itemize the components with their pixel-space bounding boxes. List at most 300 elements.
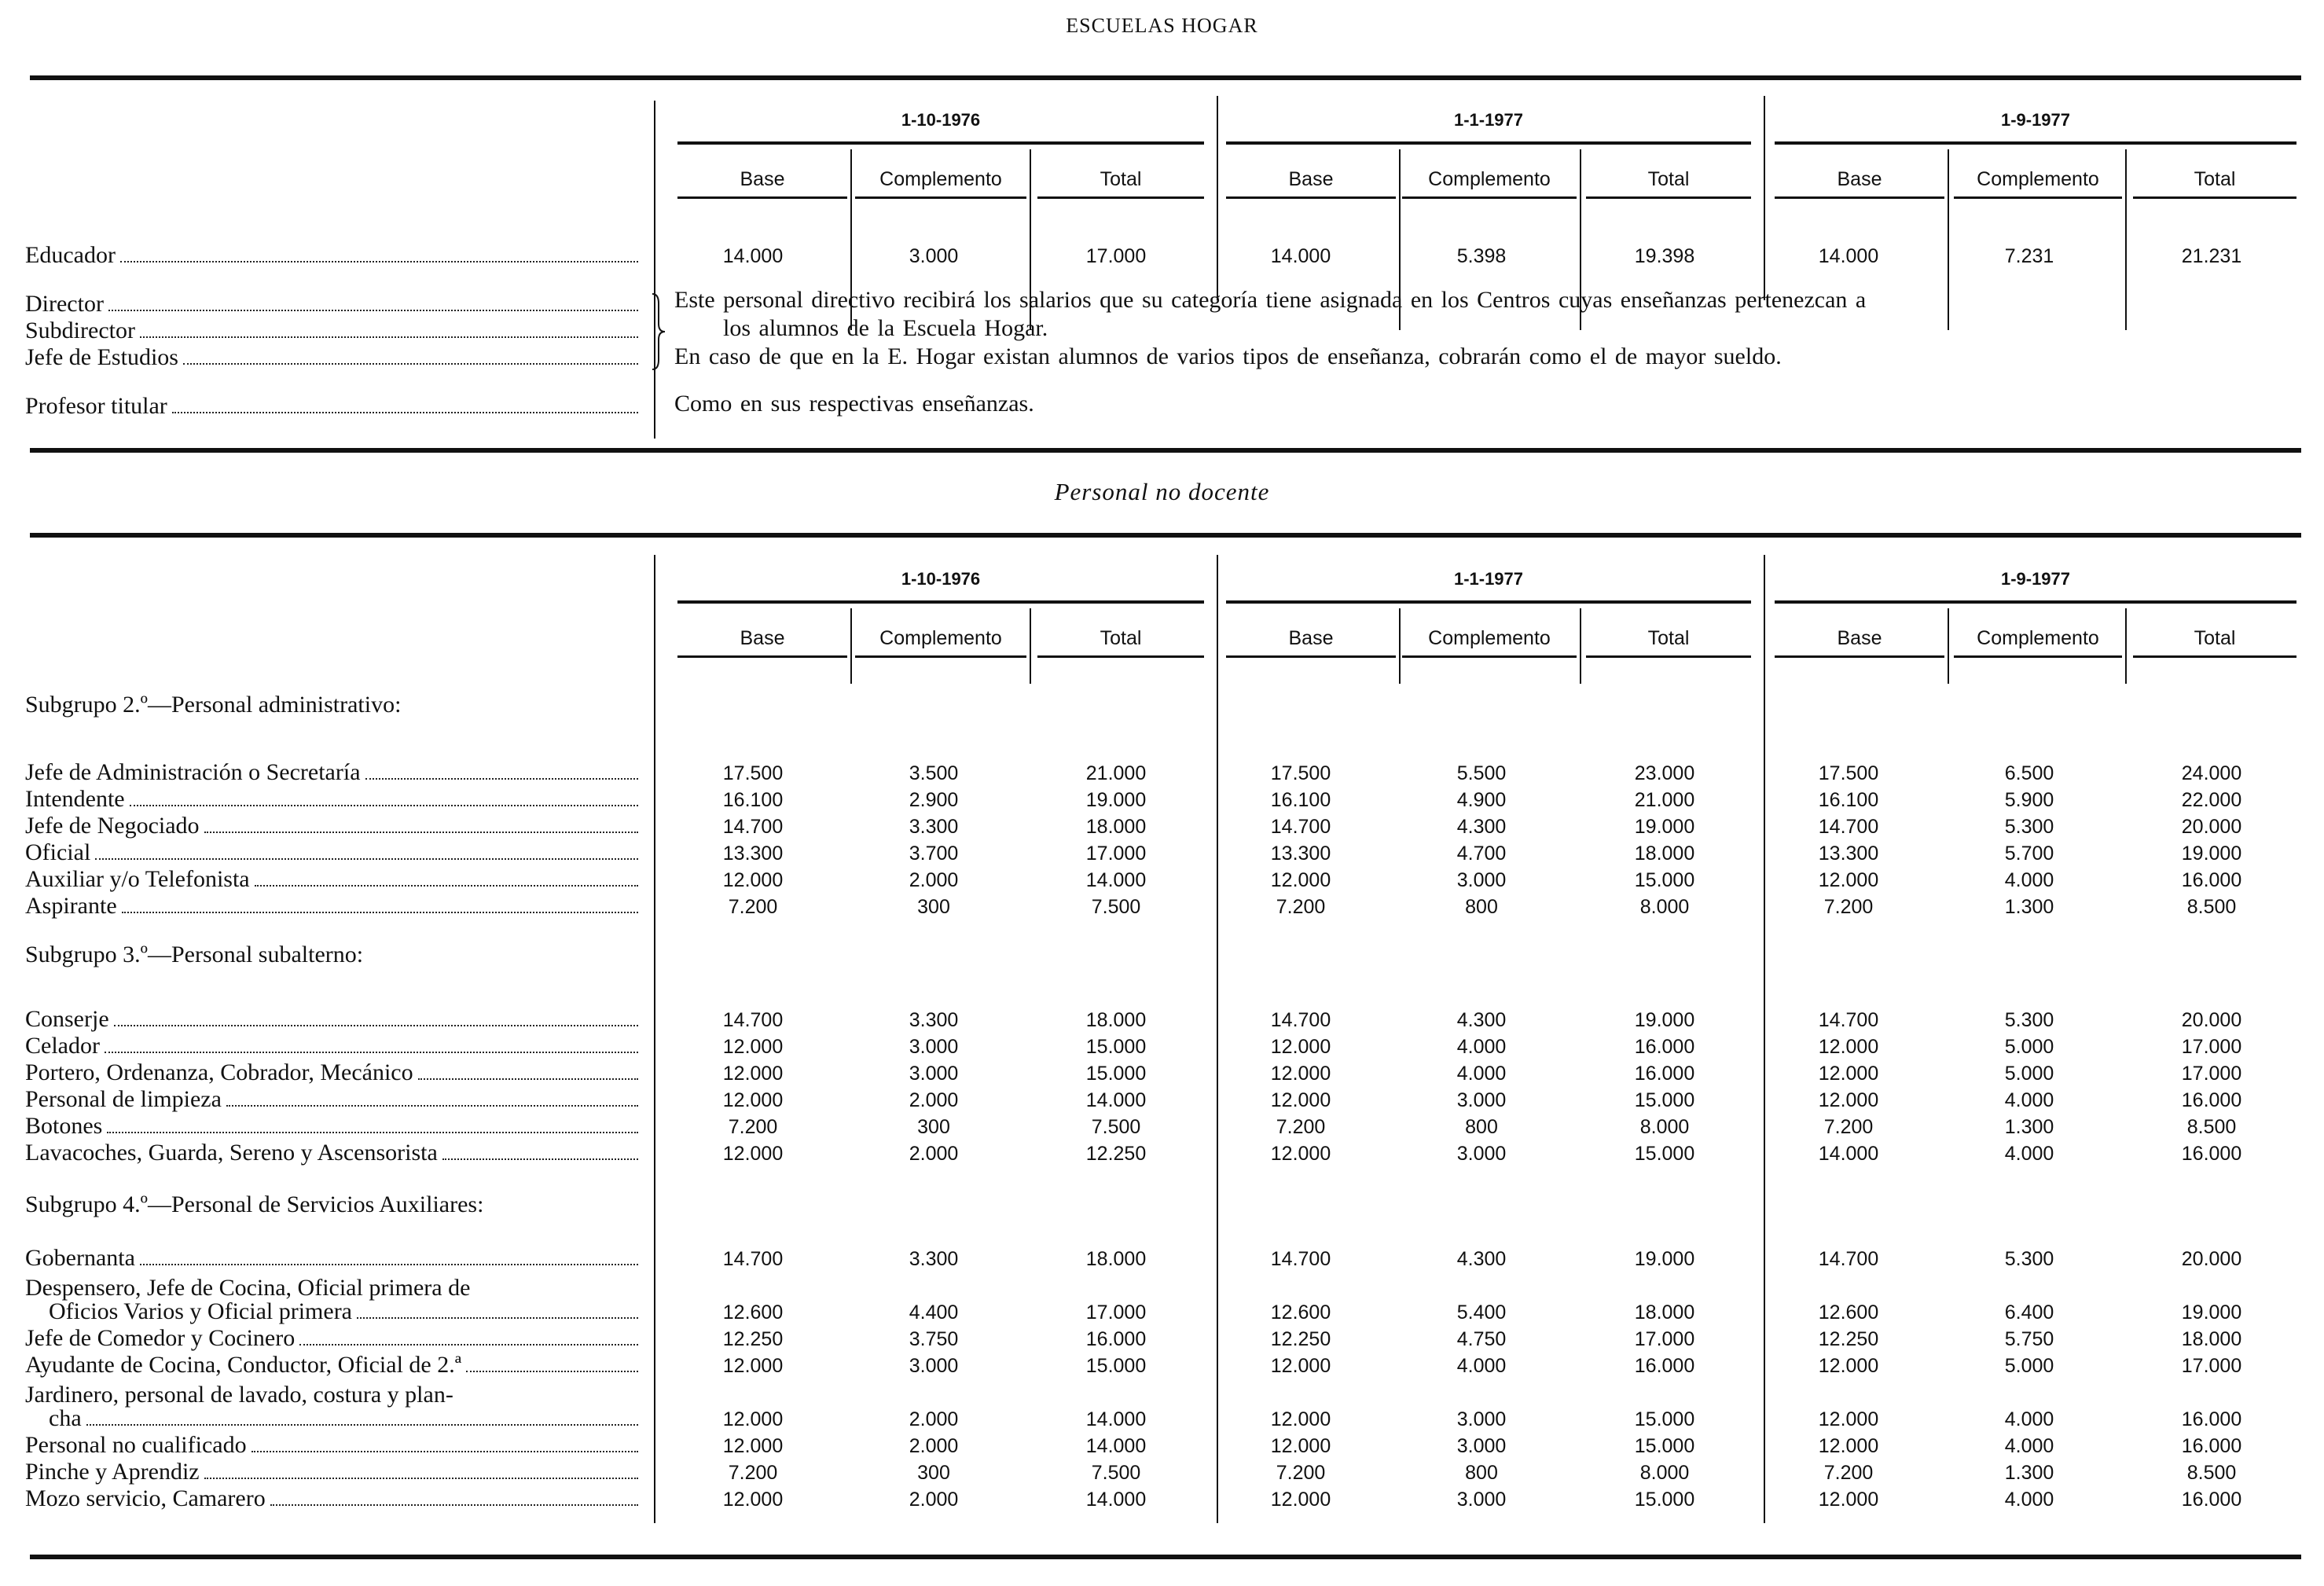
column-rule — [1586, 196, 1751, 199]
column-rule — [855, 655, 1026, 658]
cell-value: 800 — [1465, 896, 1498, 918]
cell-value: 23.000 — [1634, 762, 1695, 784]
column-header: Base — [1288, 168, 1334, 190]
cell-value: 2.000 — [909, 1489, 959, 1511]
cell-value: 17.000 — [1085, 843, 1147, 865]
column-separator — [1580, 608, 1581, 684]
cell-value: 19.000 — [2181, 1301, 2242, 1324]
leader-dots — [120, 261, 638, 262]
row-label: Jefe de Comedor y Cocinero — [25, 1325, 296, 1351]
cell-value: 16.000 — [2181, 1143, 2242, 1165]
row-label: Jefe de Negociado — [25, 813, 200, 839]
cell-value: 5.750 — [2004, 1328, 2054, 1350]
profesor-note: Como en sus respectivas enseñanzas. — [674, 391, 1034, 417]
cell-value: 22.000 — [2181, 789, 2242, 811]
cell-value: 12.250 — [1270, 1328, 1331, 1350]
row-label: Aspirante — [25, 893, 117, 919]
section2-divider — [654, 555, 655, 1523]
cell-value: 6.500 — [2004, 762, 2054, 784]
cell-value: 3.000 — [909, 1063, 959, 1085]
cell-value: 7.500 — [1091, 896, 1141, 918]
cell-value: 17.500 — [722, 762, 784, 784]
column-header: Base — [1837, 168, 1882, 190]
cell-value: 12.000 — [1270, 1435, 1331, 1457]
cell-value: 18.000 — [1634, 1301, 1695, 1324]
cell-value: 12.000 — [722, 1355, 784, 1377]
period-rule — [1226, 141, 1751, 145]
column-rule — [1226, 196, 1396, 199]
cell-value: 12.000 — [722, 1036, 784, 1058]
cell-value: 14.700 — [1270, 1009, 1331, 1031]
cell-value: 3.750 — [909, 1328, 959, 1350]
cell-value: 16.000 — [1634, 1355, 1695, 1377]
cell-value: 19.000 — [1634, 816, 1695, 838]
cell-value: 4.300 — [1456, 1248, 1507, 1270]
cell-value: 14.700 — [1818, 1009, 1879, 1031]
leader-dots — [270, 1504, 638, 1506]
table-row — [25, 839, 638, 866]
cell-value: 16.000 — [1634, 1036, 1695, 1058]
cell-value: 21.000 — [1085, 762, 1147, 784]
cell-value: 4.700 — [1456, 843, 1507, 865]
column-separator — [1948, 608, 1949, 684]
cell-value: 19.000 — [1085, 789, 1147, 811]
cell-value: 1.300 — [2004, 896, 2054, 918]
group-title: Subgrupo 4.º—Personal de Servicios Auxiliares: — [25, 1191, 484, 1217]
cell-value: 7.500 — [1091, 1116, 1141, 1138]
cell-value: 7.200 — [728, 1116, 778, 1138]
cell-value: 12.000 — [722, 1063, 784, 1085]
cell-value: 14.700 — [722, 1009, 784, 1031]
note-line-3: En caso de que en la E. Hogar existan alumnos de varios tipos de enseñanza, cobrarán como el de mayor sueldo. — [674, 343, 1782, 369]
cell-value: 3.000 — [1456, 1435, 1507, 1457]
cell-value: 19.000 — [1634, 1248, 1695, 1270]
leader-dots — [183, 363, 638, 365]
cell-value: 12.000 — [722, 1089, 784, 1111]
period-label: 1-9-1977 — [2000, 110, 2071, 130]
cell-value: 12.000 — [1818, 869, 1879, 891]
row-label: Conserje — [25, 1006, 109, 1032]
cell-value: 15.000 — [1085, 1355, 1147, 1377]
cell-value: 14.700 — [1270, 816, 1331, 838]
cell-value: 7.200 — [1276, 1462, 1326, 1484]
leader-dots — [299, 1344, 638, 1346]
cell-value: 17.500 — [1270, 762, 1331, 784]
cell-value: 7.231 — [2004, 245, 2054, 267]
cell-value: 4.000 — [2004, 1408, 2054, 1430]
cell-value: 15.000 — [1085, 1036, 1147, 1058]
cell-value: 17.000 — [2181, 1063, 2242, 1085]
cell-value: 14.000 — [1085, 1089, 1147, 1111]
table-row — [25, 1245, 638, 1272]
cell-value: 5.900 — [2004, 789, 2054, 811]
cell-value: 12.000 — [1270, 1063, 1331, 1085]
cell-value: 12.000 — [1818, 1408, 1879, 1430]
cell-value: 19.000 — [1634, 1009, 1695, 1031]
column-separator — [1399, 608, 1401, 684]
cell-value: 5.300 — [2004, 1248, 2054, 1270]
table-row — [25, 1352, 638, 1379]
cell-value: 8.000 — [1639, 1462, 1690, 1484]
cell-value: 14.000 — [1818, 245, 1879, 267]
cell-value: 21.000 — [1634, 789, 1695, 811]
row-label-line1: Jardinero, personal de lavado, costura y plan- — [25, 1382, 453, 1408]
top-double-rule — [30, 75, 2301, 80]
cell-value: 2.000 — [909, 1143, 959, 1165]
leader-dots — [86, 1424, 638, 1426]
cell-value: 21.231 — [2181, 245, 2242, 267]
column-header: Base — [1837, 627, 1882, 649]
cell-value: 3.000 — [1456, 1489, 1507, 1511]
cell-value: 12.000 — [1818, 1063, 1879, 1085]
cell-value: 12.000 — [1270, 1036, 1331, 1058]
cell-value: 800 — [1465, 1462, 1498, 1484]
cell-value: 12.600 — [1818, 1301, 1879, 1324]
group-separator — [1764, 96, 1765, 300]
cell-value: 2.000 — [909, 1435, 959, 1457]
cell-value: 14.000 — [1085, 1489, 1147, 1511]
period-rule — [1775, 600, 2296, 604]
cell-value: 19.398 — [1634, 245, 1695, 267]
section1-bottom-rule — [30, 448, 2301, 453]
leader-dots — [108, 310, 638, 311]
cell-value: 14.700 — [1270, 1248, 1331, 1270]
cell-value: 5.300 — [2004, 1009, 2054, 1031]
cell-value: 3.000 — [909, 1036, 959, 1058]
note-line-1: Este personal directivo recibirá los salarios que su categoría tiene asignada en los Centros cuyas enseñanzas pertenezcan a — [674, 287, 1867, 313]
cell-value: 16.000 — [2181, 1435, 2242, 1457]
column-rule — [1402, 196, 1577, 199]
column-header: Complemento — [879, 627, 1002, 649]
cell-value: 17.500 — [1818, 762, 1879, 784]
leader-dots — [172, 412, 638, 413]
cell-value: 4.400 — [909, 1301, 959, 1324]
leader-dots — [114, 1025, 638, 1026]
cell-value: 15.000 — [1085, 1063, 1147, 1085]
cell-value: 3.300 — [909, 816, 959, 838]
leader-dots — [140, 336, 638, 338]
cell-value: 4.300 — [1456, 1009, 1507, 1031]
cell-value: 18.000 — [1085, 1248, 1147, 1270]
leader-dots — [105, 1052, 638, 1053]
table-row — [25, 1432, 638, 1459]
cell-value: 12.000 — [1818, 1489, 1879, 1511]
cell-value: 8.500 — [2186, 1462, 2237, 1484]
column-rule — [1037, 655, 1204, 658]
table-row — [49, 1298, 638, 1325]
column-rule — [1226, 655, 1396, 658]
cell-value: 8.000 — [1639, 896, 1690, 918]
cell-value: 5.000 — [2004, 1355, 2054, 1377]
row-director — [25, 291, 638, 318]
row-label: Ayudante de Cocina, Conductor, Oficial de 2.ª — [25, 1352, 461, 1378]
leader-dots — [466, 1371, 638, 1372]
cell-value: 3.000 — [1456, 1143, 1507, 1165]
cell-value: 3.000 — [1456, 1089, 1507, 1111]
cell-value: 1.300 — [2004, 1462, 2054, 1484]
cell-value: 2.000 — [909, 1408, 959, 1430]
cell-value: 300 — [917, 1462, 950, 1484]
leader-dots — [204, 1478, 638, 1479]
column-header: Total — [1100, 168, 1142, 190]
row-label: Botones — [25, 1113, 103, 1139]
cell-value: 16.000 — [1634, 1063, 1695, 1085]
cell-value: 24.000 — [2181, 762, 2242, 784]
cell-value: 15.000 — [1634, 1489, 1695, 1511]
period-label: 1-1-1977 — [1453, 569, 1524, 589]
table-row — [49, 1405, 638, 1432]
cell-value: 12.000 — [1270, 1089, 1331, 1111]
period-rule — [1226, 600, 1751, 604]
cell-value: 3.500 — [909, 762, 959, 784]
cell-value: 13.300 — [1818, 843, 1879, 865]
row-label: Subdirector — [25, 318, 135, 343]
cell-value: 6.400 — [2004, 1301, 2054, 1324]
row-label: Jefe de Estudios — [25, 344, 178, 370]
row-label: Auxiliar y/o Telefonista — [25, 866, 250, 892]
cell-value: 12.000 — [1270, 869, 1331, 891]
table-row — [25, 759, 638, 786]
cell-value: 15.000 — [1634, 1408, 1695, 1430]
cell-value: 16.000 — [2181, 869, 2242, 891]
column-separator — [1948, 149, 1949, 330]
column-rule — [1775, 196, 1944, 199]
cell-value: 7.200 — [1823, 1116, 1874, 1138]
cell-value: 17.000 — [2181, 1355, 2242, 1377]
cell-value: 16.000 — [2181, 1489, 2242, 1511]
table-row — [25, 866, 638, 893]
column-rule — [1402, 655, 1577, 658]
row-label: Jefe de Administración o Secretaría — [25, 759, 361, 785]
section1-divider — [654, 101, 655, 439]
column-header: Total — [2194, 627, 2236, 649]
leader-dots — [418, 1078, 638, 1080]
cell-value: 12.000 — [1818, 1036, 1879, 1058]
leader-dots — [357, 1317, 638, 1319]
column-separator — [2125, 608, 2127, 684]
cell-value: 12.600 — [1270, 1301, 1331, 1324]
cell-value: 3.000 — [909, 1355, 959, 1377]
column-separator — [2125, 149, 2127, 330]
row-label: Mozo servicio, Camarero — [25, 1485, 266, 1511]
leader-dots — [130, 805, 638, 806]
cell-value: 14.000 — [722, 245, 784, 267]
column-header: Total — [1647, 168, 1690, 190]
table-row — [25, 813, 638, 839]
table-row — [25, 893, 638, 920]
cell-value: 18.000 — [1085, 816, 1147, 838]
column-header: Complemento — [879, 168, 1002, 190]
row-label: Profesor titular — [25, 393, 167, 419]
cell-value: 8.500 — [2186, 1116, 2237, 1138]
cell-value: 16.000 — [1085, 1328, 1147, 1350]
cell-value: 12.000 — [1270, 1143, 1331, 1165]
cell-value: 4.000 — [2004, 1435, 2054, 1457]
period-rule — [1775, 141, 2296, 145]
cell-value: 14.000 — [1085, 1435, 1147, 1457]
group-separator — [1217, 96, 1218, 300]
cell-value: 15.000 — [1634, 1143, 1695, 1165]
cell-value: 14.000 — [1085, 869, 1147, 891]
column-rule — [855, 196, 1026, 199]
cell-value: 3.300 — [909, 1248, 959, 1270]
cell-value: 12.000 — [722, 1143, 784, 1165]
column-rule — [2133, 196, 2296, 199]
page-title: ESCUELAS HOGAR — [1066, 14, 1258, 37]
row-subdirector — [25, 318, 638, 344]
column-header: Base — [740, 627, 785, 649]
row-profesor — [25, 393, 638, 420]
section-subtitle: Personal no docente — [1054, 478, 1270, 505]
cell-value: 7.200 — [1276, 1116, 1326, 1138]
cell-value: 14.000 — [1818, 1143, 1879, 1165]
cell-value: 16.100 — [1818, 789, 1879, 811]
cell-value: 12.250 — [722, 1328, 784, 1350]
cell-value: 14.000 — [1270, 245, 1331, 267]
cell-value: 3.700 — [909, 843, 959, 865]
cell-value: 13.300 — [722, 843, 784, 865]
table-row — [25, 1459, 638, 1485]
column-header: Base — [740, 168, 785, 190]
cell-value: 18.000 — [2181, 1328, 2242, 1350]
cell-value: 7.500 — [1091, 1462, 1141, 1484]
cell-value: 3.000 — [1456, 1408, 1507, 1430]
cell-value: 7.200 — [728, 1462, 778, 1484]
row-label: Lavacoches, Guarda, Sereno y Ascensorista — [25, 1140, 438, 1166]
row-label: Educador — [25, 242, 116, 268]
cell-value: 12.000 — [1270, 1489, 1331, 1511]
cell-value: 4.000 — [2004, 1489, 2054, 1511]
cell-value: 12.000 — [1818, 1355, 1879, 1377]
column-header: Total — [1100, 627, 1142, 649]
cell-value: 5.700 — [2004, 843, 2054, 865]
cell-value: 15.000 — [1634, 1435, 1695, 1457]
table-row — [25, 1086, 638, 1113]
cell-value: 300 — [917, 1116, 950, 1138]
row-educador — [25, 242, 638, 269]
period-label: 1-10-1976 — [901, 569, 981, 589]
cell-value: 12.000 — [722, 1489, 784, 1511]
cell-value: 12.600 — [722, 1301, 784, 1324]
cell-value: 5.500 — [1456, 762, 1507, 784]
column-header: Complemento — [1428, 627, 1551, 649]
cell-value: 7.200 — [1823, 1462, 1874, 1484]
leader-dots — [95, 858, 638, 860]
cell-value: 7.200 — [728, 896, 778, 918]
period-rule — [677, 141, 1204, 145]
column-header: Total — [2194, 168, 2236, 190]
cell-value: 5.000 — [2004, 1036, 2054, 1058]
cell-value: 1.300 — [2004, 1116, 2054, 1138]
column-rule — [1586, 655, 1751, 658]
note-line-2: los alumnos de la Escuela Hogar. — [723, 315, 1048, 341]
table-row — [25, 1325, 638, 1352]
cell-value: 3.300 — [909, 1009, 959, 1031]
period-label: 1-10-1976 — [901, 110, 981, 130]
table-row — [25, 1059, 638, 1086]
column-separator — [850, 608, 852, 684]
column-header: Complemento — [1977, 168, 2099, 190]
cell-value: 5.400 — [1456, 1301, 1507, 1324]
cell-value: 4.750 — [1456, 1328, 1507, 1350]
leader-dots — [255, 885, 638, 887]
cell-value: 4.000 — [2004, 1143, 2054, 1165]
cell-value: 2.000 — [909, 1089, 959, 1111]
period-rule — [677, 600, 1204, 604]
cell-value: 800 — [1465, 1116, 1498, 1138]
cell-value: 12.000 — [722, 869, 784, 891]
column-header: Complemento — [1977, 627, 2099, 649]
cell-value: 7.200 — [1823, 896, 1874, 918]
cell-value: 14.700 — [1818, 1248, 1879, 1270]
cell-value: 300 — [917, 896, 950, 918]
cell-value: 4.000 — [1456, 1063, 1507, 1085]
cell-value: 20.000 — [2181, 1248, 2242, 1270]
cell-value: 17.000 — [1085, 1301, 1147, 1324]
column-rule — [1037, 196, 1204, 199]
row-jefe-estudios — [25, 344, 638, 371]
cell-value: 3.000 — [1456, 869, 1507, 891]
row-label: Intendente — [25, 786, 125, 812]
cell-value: 4.000 — [1456, 1355, 1507, 1377]
cell-value: 12.000 — [1818, 1435, 1879, 1457]
bottom-double-rule — [30, 1555, 2301, 1559]
leader-dots — [122, 912, 638, 913]
section2-top-rule — [30, 533, 2301, 538]
cell-value: 8.500 — [2186, 896, 2237, 918]
cell-value: 7.200 — [1276, 896, 1326, 918]
cell-value: 4.900 — [1456, 789, 1507, 811]
table-row — [25, 1033, 638, 1059]
cell-value: 14.700 — [1818, 816, 1879, 838]
column-rule — [677, 655, 847, 658]
leader-dots — [107, 1132, 638, 1133]
cell-value: 4.000 — [1456, 1036, 1507, 1058]
leader-dots — [365, 778, 638, 780]
group-title: Subgrupo 3.º—Personal subalterno: — [25, 942, 364, 967]
cell-value: 8.000 — [1639, 1116, 1690, 1138]
leader-dots — [442, 1158, 638, 1160]
leader-dots — [251, 1451, 638, 1452]
row-label: Oficios Varios y Oficial primera — [49, 1298, 353, 1324]
cell-value: 12.000 — [1818, 1089, 1879, 1111]
row-label: Director — [25, 291, 104, 317]
cell-value: 20.000 — [2181, 1009, 2242, 1031]
cell-value: 12.000 — [722, 1408, 784, 1430]
cell-value: 5.000 — [2004, 1063, 2054, 1085]
cell-value: 16.000 — [2181, 1408, 2242, 1430]
cell-value: 14.000 — [1085, 1408, 1147, 1430]
group-title: Subgrupo 2.º—Personal administrativo: — [25, 692, 402, 718]
table-row — [25, 1485, 638, 1512]
cell-value: 16.000 — [2181, 1089, 2242, 1111]
cell-value: 20.000 — [2181, 816, 2242, 838]
cell-value: 17.000 — [2181, 1036, 2242, 1058]
leader-dots — [140, 1264, 638, 1265]
cell-value: 4.000 — [2004, 1089, 2054, 1111]
row-label: Personal de limpieza — [25, 1086, 222, 1112]
cell-value: 12.000 — [1270, 1355, 1331, 1377]
cell-value: 17.000 — [1085, 245, 1147, 267]
cell-value: 3.000 — [909, 245, 959, 267]
row-label: Pinche y Aprendiz — [25, 1459, 200, 1485]
cell-value: 13.300 — [1270, 843, 1331, 865]
brace-icon — [649, 292, 666, 371]
cell-value: 2.000 — [909, 869, 959, 891]
table-row — [25, 1140, 638, 1166]
cell-value: 5.398 — [1456, 245, 1507, 267]
cell-value: 4.300 — [1456, 816, 1507, 838]
